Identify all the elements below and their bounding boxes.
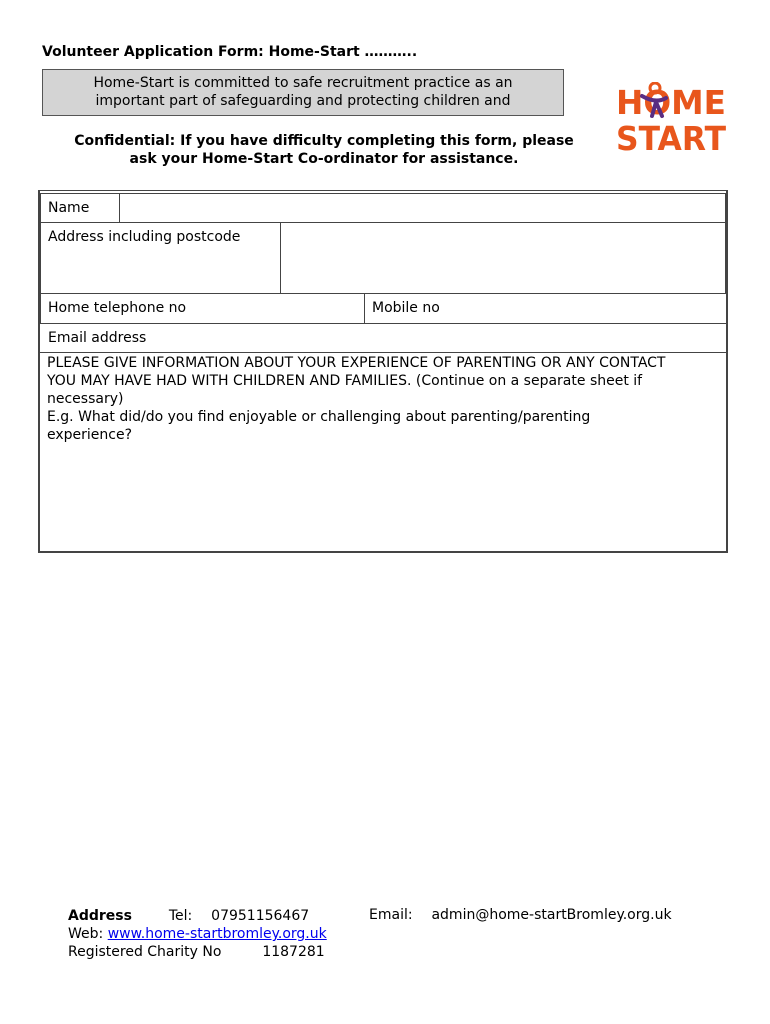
notice-line: important part of safeguarding and protecting children and	[95, 93, 511, 109]
parenting-prompt-line: PLEASE GIVE INFORMATION ABOUT YOUR EXPERIENCE OF PARENTING OR ANY CONTACT	[47, 355, 666, 371]
footer-charity-line	[68, 943, 327, 961]
footer-email-value: admin@home-startBromley.org.uk	[431, 907, 672, 923]
address-label-cell	[40, 222, 281, 294]
notice-line: Home-Start is committed to safe recruitment practice as an	[93, 75, 513, 91]
confidential-notice	[44, 132, 604, 168]
safe-recruitment-notice	[42, 69, 564, 116]
home-telephone-label: Home telephone no	[48, 300, 187, 316]
footer-charity-label: Registered Charity No	[68, 944, 222, 960]
footer-tel-label: Tel:	[168, 908, 193, 924]
address-field[interactable]	[280, 222, 726, 294]
mobile-field[interactable]	[364, 293, 728, 324]
email-label: Email address	[48, 330, 147, 346]
confidential-line: ask your Home-Start Co-ordinator for assistance.	[129, 151, 519, 167]
name-label-cell	[40, 193, 120, 223]
logo-text-start: START	[616, 119, 727, 154]
footer-charity-value: 1187281	[262, 944, 325, 960]
footer-web-line	[68, 925, 327, 943]
footer-email-label: Email:	[369, 907, 413, 923]
confidential-line: Confidential: If you have difficulty completing this form, please	[74, 133, 574, 149]
name-label: Name	[48, 200, 90, 216]
mobile-label: Mobile no	[372, 300, 440, 316]
footer-email	[369, 907, 672, 923]
form-title: Volunteer Application Form: Home-Start ………..	[42, 44, 418, 60]
parenting-prompt-line: experience?	[47, 427, 133, 443]
logo-text-home: HOME	[616, 83, 726, 122]
home-start-logo	[612, 82, 732, 154]
footer-address-label: Address	[68, 908, 132, 924]
footer-web-label: Web:	[68, 926, 104, 942]
parenting-experience-field[interactable]	[40, 352, 726, 551]
footer-contact	[68, 907, 327, 961]
email-field[interactable]	[41, 323, 725, 352]
footer-tel-value: 07951156467	[211, 908, 310, 924]
home-telephone-field[interactable]	[40, 293, 365, 324]
parenting-prompt-line: E.g. What did/do you find enjoyable or challenging about parenting/parenting	[47, 409, 591, 425]
address-label: Address including postcode	[48, 229, 241, 245]
parenting-prompt-line: necessary)	[47, 391, 124, 407]
footer-web-link[interactable]: www.home-startbromley.org.uk	[107, 926, 327, 942]
parenting-prompt-line: YOU MAY HAVE HAD WITH CHILDREN AND FAMILIES. (Continue on a separate sheet if	[47, 373, 643, 389]
footer-address-line	[68, 907, 327, 925]
name-field[interactable]	[119, 193, 726, 223]
